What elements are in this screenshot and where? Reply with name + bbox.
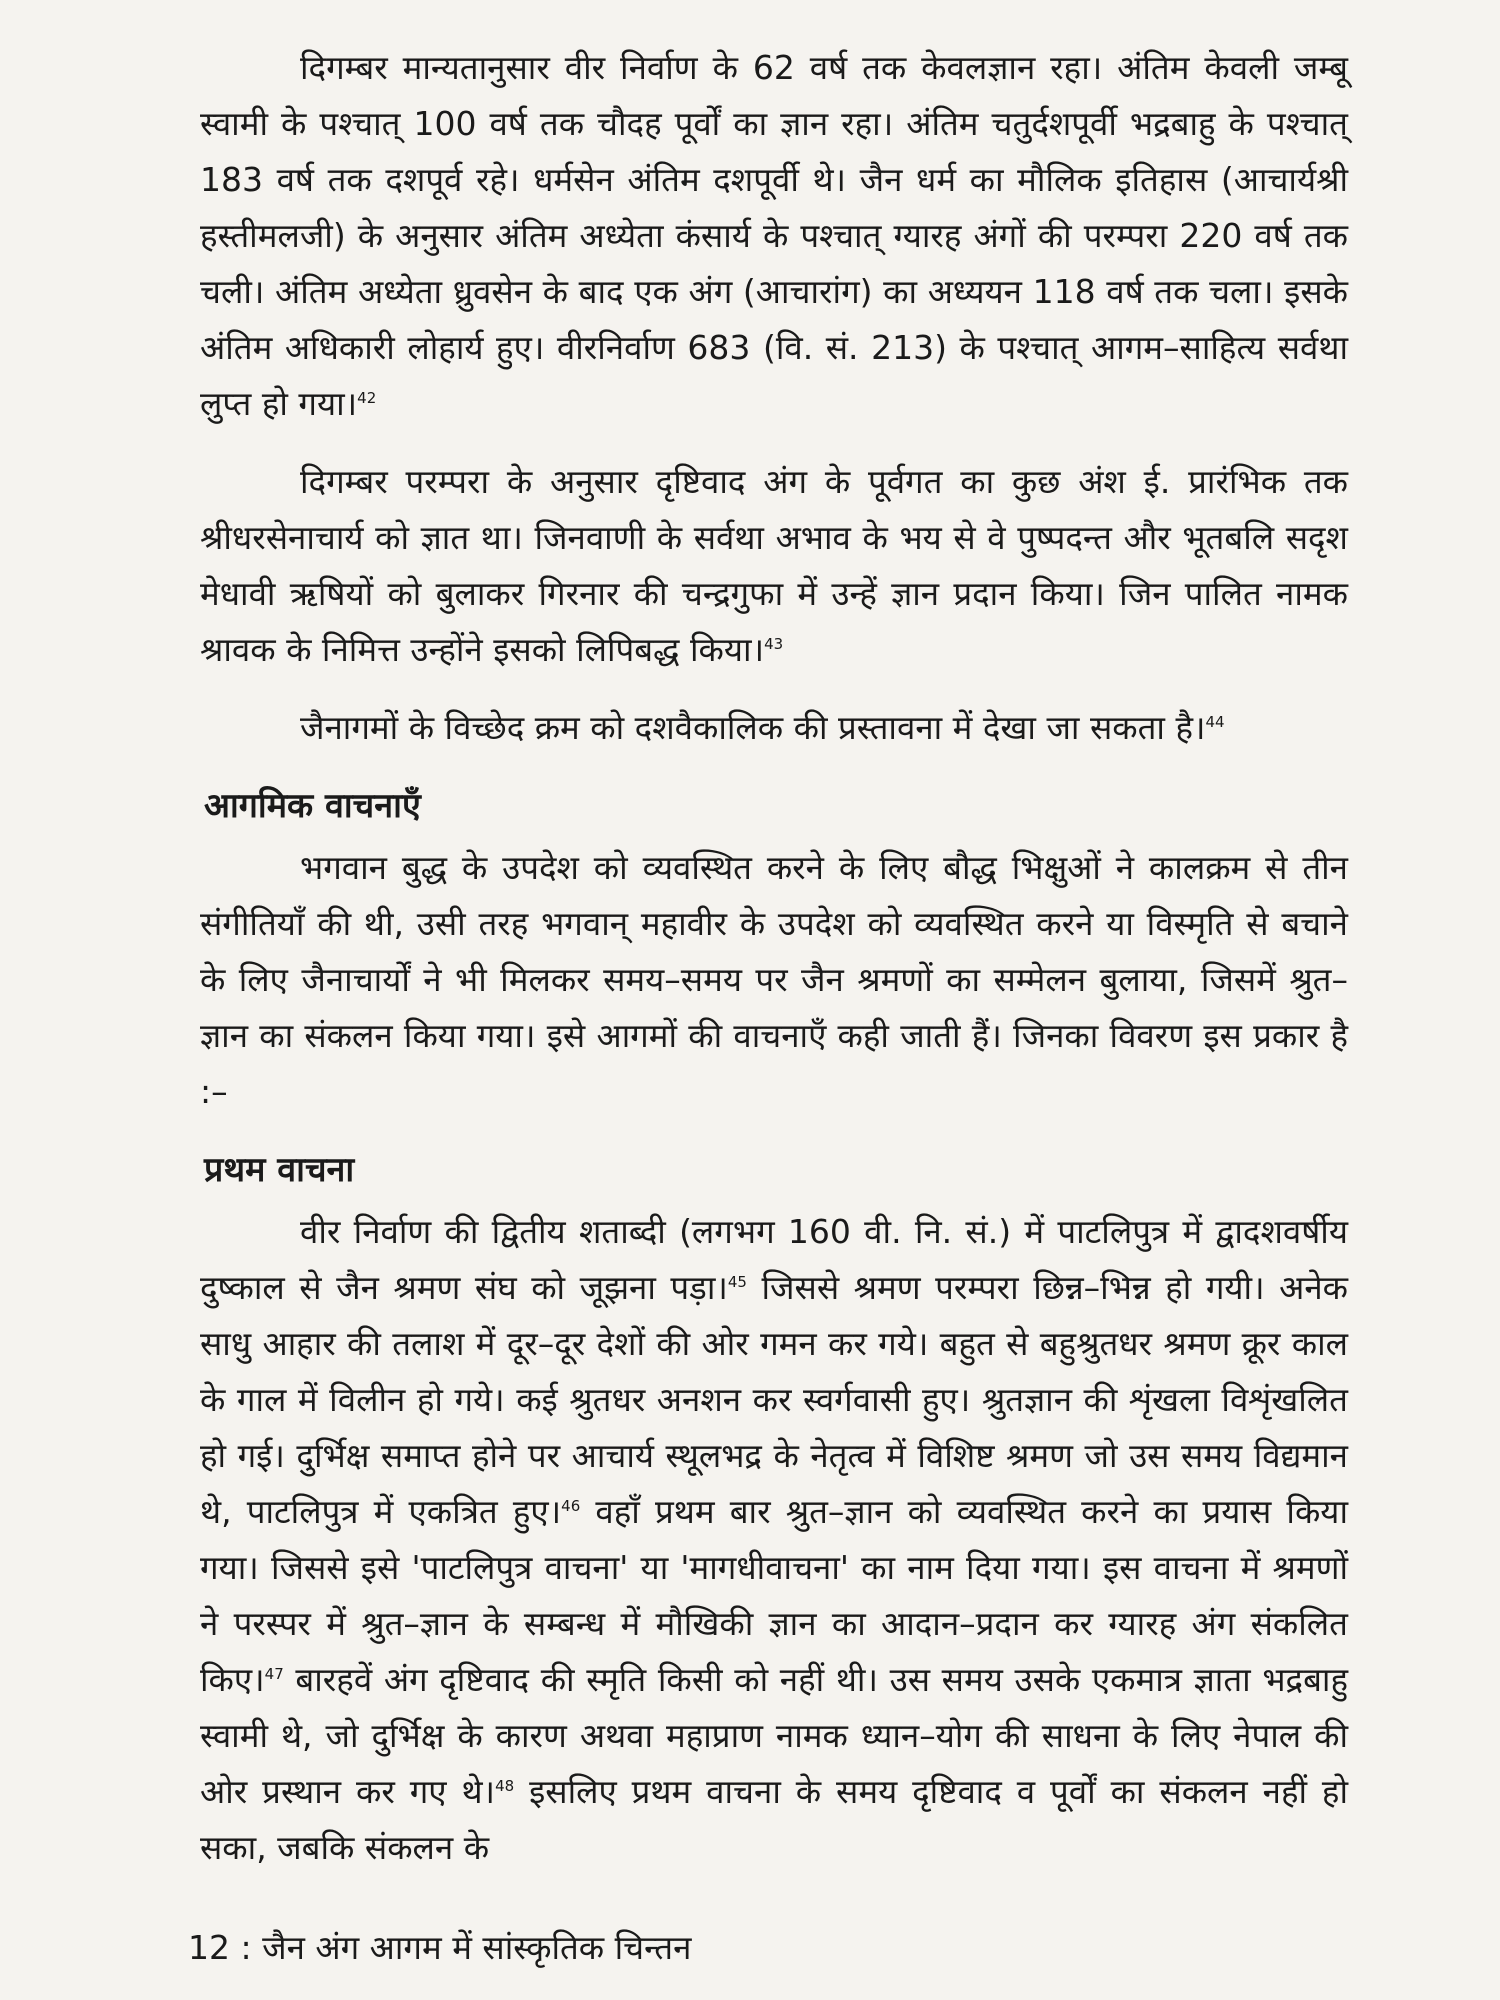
paragraph-text: वीर निर्वाण की द्वितीय शताब्दी (लगभग 160 वी. नि. सं.) में पाटलिपुत्र में द्वादशवर्षीय दुष्काल से जैन श्रमण संघ को जूझना पड़ा। — [200, 1212, 1348, 1307]
paragraph-text: दिगम्बर परम्परा के अनुसार दृष्टिवाद अंग के पूर्वगत का कुछ अंश ई. प्रारंभिक तक श्रीधरसेनाचार्य को ज्ञात था। जिनवाणी के सर्वथा अभाव के भय से वे पुष्पदन्त और भूतबलि सदृश मेधावी ऋषियों को बुलाकर गिरनार की चन्द्रगुफा में उन्हें ज्ञान प्रदान किया। जिन पालित नामक श्रावक के निमित्त उन्होंने इसको लिपिबद्ध किया। — [200, 462, 1348, 669]
paragraph-first-vachana — [200, 1204, 1348, 1876]
footnote-marker: 45 — [727, 1273, 747, 1291]
paragraph-viccheda — [200, 700, 1348, 756]
footnote-marker: 47 — [264, 1665, 284, 1683]
section-heading-first-vachana: प्रथम वाचना — [204, 1150, 355, 1190]
footnote-marker: 46 — [561, 1497, 581, 1515]
paragraph-text: भगवान बुद्ध के उपदेश को व्यवस्थित करने के लिए बौद्ध भिक्षुओं ने कालक्रम से तीन संगीतियाँ की थी, उसी तरह भगवान् महावीर के उपदेश को व्यवस्थित करने या विस्मृति से बचाने के लिए जैनाचार्यों ने भी मिलकर समय–समय पर जैन श्रमणों का सम्मेलन बुलाया, जिसमें श्रुत–ज्ञान का संकलन किया गया। इसे आगमों की वाचनाएँ कही जाती हैं। जिनका विवरण इस प्रकार है :– — [200, 848, 1348, 1111]
section-heading-agamic-vachanas: आगमिक वाचनाएँ — [204, 786, 421, 826]
footnote-marker: 42 — [357, 389, 377, 407]
paragraph-text: दिगम्बर मान्यतानुसार वीर निर्वाण के 62 वर्ष तक केवलज्ञान रहा। अंतिम केवली जम्बू स्वामी के पश्चात् 100 वर्ष तक चौदह पूर्वों का ज्ञान रहा। अंतिम चतुर्दशपूर्वी भद्रबाहु के पश्चात् 183 वर्ष तक दशपूर्व रहे। धर्मसेन अंतिम दशपूर्वी थे। जैन धर्म का मौलिक इतिहास (आचार्यश्री हस्तीमलजी) के अनुसार अंतिम अध्येता कंसार्य के पश्चात् ग्यारह अंगों की परम्परा 220 वर्ष तक चली। अंतिम अध्येता ध्रुवसेन के बाद एक अंग (आचारांग) का अध्ययन 118 वर्ष तक चला। इसके अंतिम अधिकारी लोहार्य हुए। वीरनिर्वाण 683 (वि. सं. 213) के पश्चात् आगम–साहित्य सर्वथा लुप्त हो गया। — [200, 48, 1348, 423]
footnote-marker: 48 — [495, 1777, 515, 1795]
paragraph-agamic-vachanas — [200, 840, 1348, 1120]
footnote-marker: 43 — [764, 635, 784, 653]
paragraph-text: बारहवें अंग दृष्टिवाद की स्मृति किसी को नहीं थी। उस समय उसके एकमात्र ज्ञाता भद्रबाहु स्वामी थे, जो दुर्भिक्ष के कारण अथवा महाप्राण नामक ध्यान–योग की साधना के लिए नेपाल की ओर प्रस्थान कर गए थे। — [200, 1660, 1348, 1811]
paragraph-text: वहाँ प्रथम बार श्रुत–ज्ञान को व्यवस्थित करने का प्रयास किया गया। जिससे इसे 'पाटलिपुत्र वाचना' या 'मागधीवाचना' का नाम दिया गया। इस वाचना में श्रमणों ने परस्पर में श्रुत–ज्ञान के सम्बन्ध में मौखिकी ज्ञान का आदान–प्रदान कर ग्यारह अंग संकलित किए। — [200, 1492, 1348, 1699]
page-footer: 12 : जैन अंग आगम में सांस्कृतिक चिन्तन — [188, 1928, 692, 1967]
paragraph-dharasena — [200, 454, 1348, 678]
footnote-marker: 44 — [1205, 713, 1225, 731]
paragraph-digambar-tradition — [200, 40, 1348, 432]
paragraph-text: इसलिए प्रथम वाचना के समय दृष्टिवाद व पूर्वों का संकलन नहीं हो सका, जबकि संकलन के — [200, 1772, 1348, 1867]
document-page — [200, 40, 1348, 1898]
paragraph-text: जिससे श्रमण परम्परा छिन्न–भिन्न हो गयी। अनेक साधु आहार की तलाश में दूर–दूर देशों की ओर गमन कर गये। बहुत से बहुश्रुतधर श्रमण क्रूर काल के गाल में विलीन हो गये। कई श्रुतधर अनशन कर स्वर्गवासी हुए। श्रुतज्ञान की शृंखला विशृंखलित हो गई। दुर्भिक्ष समाप्त होने पर आचार्य स्थूलभद्र के नेतृत्व में विशिष्ट श्रमण जो उस समय विद्यमान थे, पाटलिपुत्र में एकत्रित हुए। — [200, 1268, 1348, 1531]
paragraph-text: जैनागमों के विच्छेद क्रम को दशवैकालिक की प्रस्तावना में देखा जा सकता है। — [300, 708, 1206, 747]
